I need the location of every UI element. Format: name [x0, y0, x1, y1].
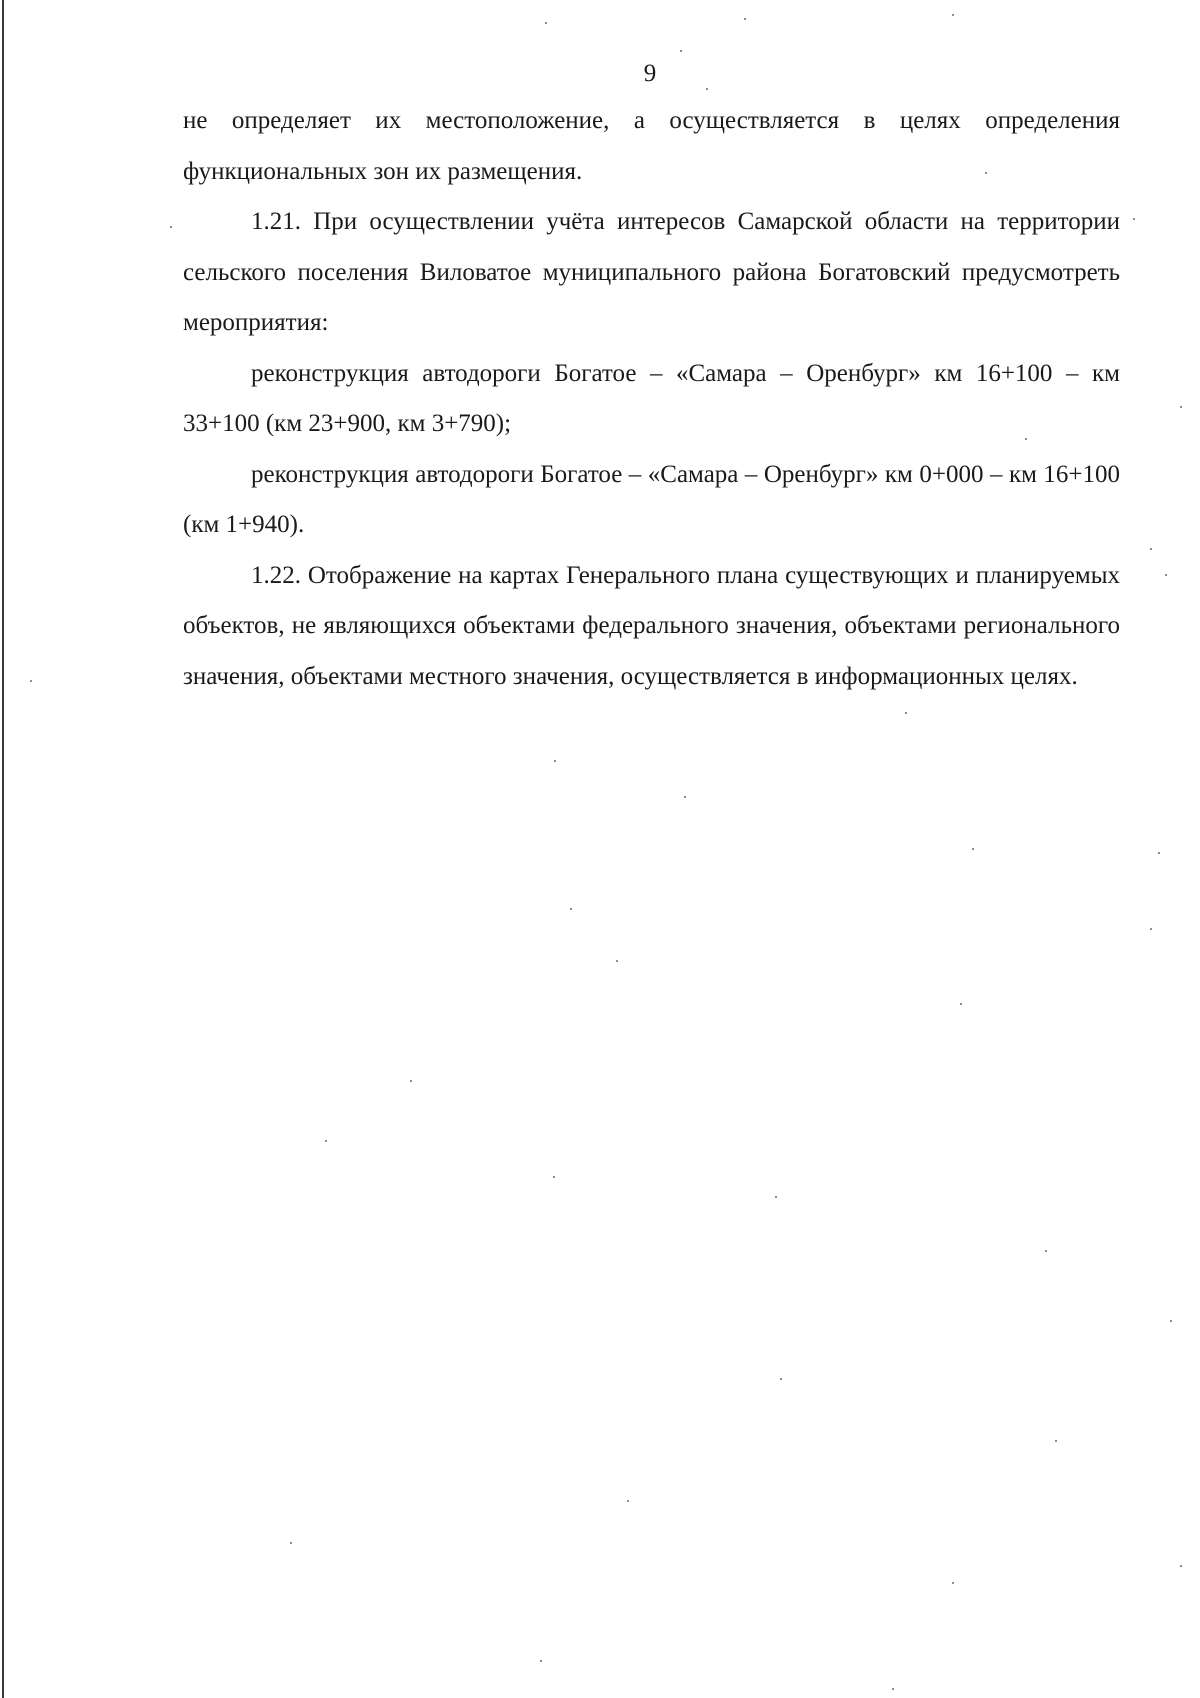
scan-speck	[627, 1500, 629, 1502]
document-body	[183, 96, 1120, 702]
scan-speck	[952, 1582, 954, 1584]
scan-speck	[775, 1196, 777, 1198]
scan-speck	[905, 712, 907, 714]
paragraph-road-reconstruction-2: реконструкция автодороги Богатое – «Самара – Оренбург» км 0+000 – км 16+100 (км 1+940).	[183, 460, 1120, 538]
scan-speck	[972, 848, 974, 850]
scan-speck	[684, 796, 686, 798]
scan-speck	[325, 1140, 327, 1142]
scan-speck	[410, 1080, 412, 1082]
scan-speck	[1158, 852, 1160, 854]
scan-speck	[545, 22, 547, 24]
paragraph-continuation: не определяет их местоположение, а осуществляется в целях определения функциональных зон их размещения.	[183, 107, 1120, 185]
paragraph-1-21: 1.21. При осуществлении учёта интересов Самарской области на территории сельского поселения Виловатое муниципального района Богатовский предусмотреть мероприятия:	[183, 208, 1120, 336]
scan-speck	[1180, 406, 1182, 408]
scan-speck	[1045, 1250, 1047, 1252]
page-left-edge	[2, 0, 4, 1698]
scan-speck	[1170, 1320, 1172, 1322]
scan-speck	[985, 172, 987, 174]
paragraph-1-22: 1.22. Отображение на картах Генерального плана существующих и планируемых объектов, не являющихся объектами федерального значения, объектами регионального значения, объектами местного значения, осуществляется в информационных целях.	[183, 561, 1120, 690]
scan-speck	[1150, 548, 1152, 550]
scan-speck	[570, 908, 572, 910]
scan-speck	[1055, 1440, 1057, 1442]
scan-speck	[952, 14, 954, 16]
scan-speck	[170, 226, 172, 228]
scan-speck	[540, 1660, 542, 1662]
paragraph-road-reconstruction-1: реконструкция автодороги Богатое – «Самара – Оренбург» км 16+100 – км 33+100 (км 23+900, км 3+790);	[183, 359, 1120, 437]
scan-speck	[553, 1176, 555, 1178]
scan-speck	[680, 50, 682, 52]
scan-speck	[892, 1688, 894, 1690]
scan-speck	[290, 1542, 292, 1544]
page-number: 9	[643, 60, 657, 87]
scan-speck	[1150, 928, 1152, 930]
scan-speck	[706, 88, 708, 90]
scan-speck	[30, 680, 32, 682]
scan-speck	[554, 760, 556, 762]
scan-speck	[744, 18, 746, 20]
scan-speck	[1025, 438, 1027, 440]
scan-speck	[1180, 1565, 1182, 1567]
scan-speck	[780, 1378, 782, 1380]
scan-speck	[616, 960, 618, 962]
scan-speck	[1165, 574, 1167, 576]
scan-speck	[960, 1003, 962, 1005]
scan-speck	[1133, 218, 1135, 220]
